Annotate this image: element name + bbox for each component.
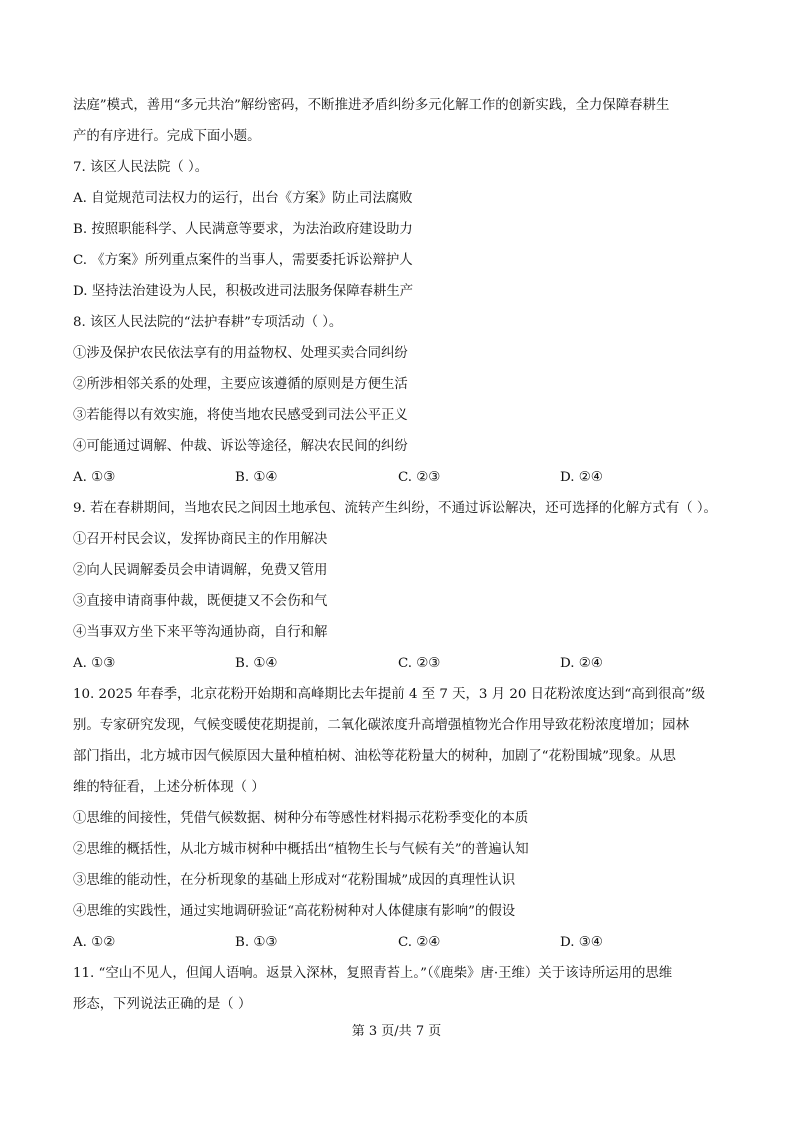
q8-item-3: ③若能得以有效实施，将使当地农民感受到司法公平正义	[73, 408, 408, 423]
question-8-stem: 8. 该区人民法院的“法护春耕”专项活动（ ）。	[73, 315, 343, 330]
question-9-stem: 9. 若在春耕期间，当地农民之间因土地承包、流转产生纠纷，不通过诉讼解决，还可选择的化解方式有（ ）。	[73, 501, 717, 516]
q10-options	[73, 933, 753, 953]
q7-option-c: C. 《方案》所列重点案件的当事人，需要委托诉讼辩护人	[73, 253, 413, 268]
q7-option-a: A. 自觉规范司法权力的运行，出台《方案》防止司法腐败	[73, 191, 413, 206]
q8-option-b: B. ①④	[235, 470, 278, 485]
q9-option-b: B. ①④	[235, 656, 278, 671]
q9-option-d: D. ②④	[560, 656, 603, 671]
q10-option-a: A. ①②	[73, 935, 116, 950]
q9-item-4: ④当事双方坐下来平等沟通协商，自行和解	[73, 625, 328, 640]
q9-options	[73, 654, 753, 674]
q10-option-d: D. ③④	[560, 935, 603, 950]
intro-line: 产的有序进行。完成下面小题。	[73, 129, 261, 144]
question-7-stem: 7. 该区人民法院（ ）。	[73, 160, 209, 175]
question-11-stem-line: 形态，下列说法正确的是（ ）	[73, 997, 252, 1012]
question-11-stem-line: 11. “空山不见人，但闻人语响。返景入深林，复照青苔上。”（《鹿柴》唐·王维）关于该诗所运用的思维	[73, 966, 673, 981]
page-number: 第 3 页/共 7 页	[351, 1024, 442, 1039]
q10-option-b: B. ①③	[235, 935, 278, 950]
q8-item-2: ②所涉相邻关系的处理，主要应该遵循的原则是方便生活	[73, 377, 408, 392]
q8-option-c: C. ②③	[398, 470, 441, 485]
q8-options	[73, 468, 753, 488]
q8-option-d: D. ②④	[560, 470, 603, 485]
q10-item-1: ①思维的间接性，凭借气候数据、树种分布等感性材料揭示花粉季变化的本质	[73, 811, 529, 826]
question-10-stem-line: 维的特征看，上述分析体现（ ）	[73, 780, 265, 795]
q9-item-3: ③直接申请商事仲裁，既便捷又不会伤和气	[73, 594, 328, 609]
q10-option-c: C. ②④	[398, 935, 441, 950]
q9-option-c: C. ②③	[398, 656, 441, 671]
q9-item-2: ②向人民调解委员会申请调解，免费又管用	[73, 563, 328, 578]
question-10-stem-line: 10. 2025 年春季，北京花粉开始期和高峰期比去年提前 4 至 7 天，3 月 20 日花粉浓度达到“高到很高”级	[73, 687, 706, 702]
question-10-stem-line: 别。专家研究发现，气候变暖使花期提前，二氧化碳浓度升高增强植物光合作用导致花粉浓度增加；园林	[73, 718, 689, 733]
q8-item-1: ①涉及保护农民依法享有的用益物权、处理买卖合同纠纷	[73, 346, 408, 361]
q10-item-4: ④思维的实践性，通过实地调研验证“高花粉树种对人体健康有影响”的假设	[73, 904, 516, 919]
question-10-stem-line: 部门指出，北方城市因气候原因大量种植柏树、油松等花粉量大的树种，加剧了“花粉围城”现象。从思	[73, 749, 676, 764]
q9-item-1: ①召开村民会议，发挥协商民主的作用解决	[73, 532, 328, 547]
q8-item-4: ④可能通过调解、仲裁、诉讼等途径，解决农民间的纠纷	[73, 439, 408, 454]
q8-option-a: A. ①③	[73, 470, 116, 485]
q10-item-3: ③思维的能动性，在分析现象的基础上形成对“花粉围城”成因的真理性认识	[73, 873, 516, 888]
q9-option-a: A. ①③	[73, 656, 116, 671]
intro-line: 法庭”模式，善用“多元共治”解纷密码，不断推进矛盾纠纷多元化解工作的创新实践，全力保障春耕生	[73, 98, 670, 113]
q10-item-2: ②思维的概括性，从北方城市树种中概括出“植物生长与气候有关”的普遍认知	[73, 842, 529, 857]
q7-option-b: B. 按照职能科学、人民满意等要求，为法治政府建设助力	[73, 222, 413, 237]
q7-option-d: D. 坚持法治建设为人民，积极改进司法服务保障春耕生产	[73, 284, 414, 299]
